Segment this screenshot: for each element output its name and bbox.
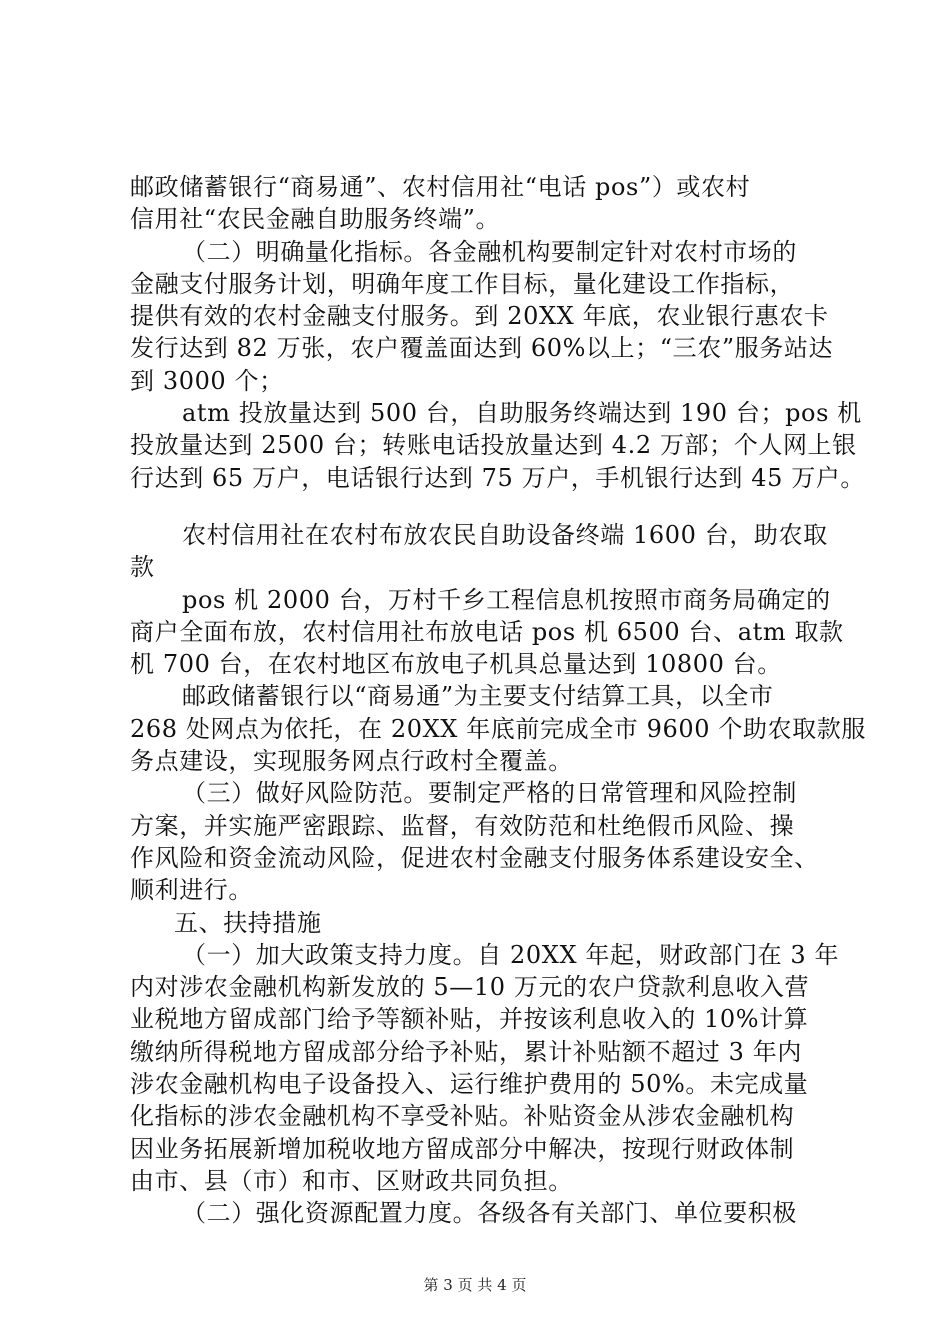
text-line: 业税地方留成部门给予等额补贴，并按该利息收入的 10%计算 <box>130 1005 809 1034</box>
text-line: 农村信用社在农村布放农民自助设备终端 1600 台，助农取 <box>182 520 828 549</box>
text-line: 款 <box>130 553 155 582</box>
section-heading: 五、扶持措施 <box>174 908 322 937</box>
page-number-footer: 第 3 页 共 4 页 <box>423 1276 527 1294</box>
text-line: 因业务拓展新增加税收地方留成部分中解决，按现行财政体制 <box>130 1134 795 1163</box>
paragraph-gap <box>130 494 850 519</box>
text-line: 由市、县（市）和市、区财政共同负担。 <box>130 1166 573 1195</box>
text-line: 商户全面布放，农村信用社布放电话 pos 机 6500 台、atm 取款 <box>130 617 844 646</box>
text-line: 信用社“农民金融自助服务终端”。 <box>130 205 501 234</box>
text-line: 内对涉农金融机构新发放的 5—10 万元的农户贷款利息收入营 <box>130 973 810 1002</box>
text-line: pos 机 2000 台，万村千乡工程信息机按照市商务局确定的 <box>182 585 831 614</box>
text-line: 到 3000 个； <box>130 366 284 395</box>
text-line: 行达到 65 万户，电话银行达到 75 万户，手机银行达到 45 万户。 <box>130 463 865 492</box>
text-line: 作风险和资金流动风险，促进农村金融支付服务体系建设安全、 <box>130 843 819 872</box>
text-line: （三）做好风险防范。要制定严格的日常管理和风险控制 <box>182 779 797 808</box>
text-line: 缴纳所得税地方留成部分给予补贴，累计补贴额不超过 3 年内 <box>130 1037 802 1066</box>
text-line: 邮政储蓄银行“商易通”、农村信用社“电话 pos”）或农村 <box>130 173 751 201</box>
text-line: 化指标的涉农金融机构不享受补贴。补贴资金从涉农金融机构 <box>130 1102 795 1131</box>
text-line: 机 700 台，在农村地区布放电子机具总量达到 10800 台。 <box>130 650 782 679</box>
text-line: 投放量达到 2500 台；转账电话投放量达到 4.2 万部；个人网上银 <box>130 431 857 460</box>
text-line: 提供有效的农村金融支付服务。到 20XX 年底，农业银行惠农卡 <box>130 302 829 331</box>
text-line: 务点建设，实现服务网点行政村全覆盖。 <box>130 747 573 776</box>
text-line: 发行达到 82 万张，农户覆盖面达到 60%以上；“三农”服务站达 <box>130 334 834 363</box>
text-line: 顺利进行。 <box>130 876 253 905</box>
text-line: （一）加大政策支持力度。自 20XX 年起，财政部门在 3 年 <box>182 940 840 969</box>
text-line: （二）强化资源配置力度。各级各有关部门、单位要积极 <box>182 1199 797 1228</box>
text-line: 邮政储蓄银行以“商易通”为主要支付结算工具，以全市 <box>182 682 774 711</box>
text-line: 金融支付服务计划，明确年度工作目标，量化建设工作指标， <box>130 269 795 298</box>
text-line: atm 投放量达到 500 台，自助服务终端达到 190 台；pos 机 <box>182 399 862 428</box>
text-line: 方案，并实施严密跟踪、监督，有效防范和杜绝假币风险、操 <box>130 811 795 840</box>
document-body <box>130 171 866 1230</box>
text-line: （二）明确量化指标。各金融机构要制定针对农村市场的 <box>182 237 797 266</box>
text-line: 涉农金融机构电子设备投入、运行维护费用的 50%。未完成量 <box>130 1070 809 1099</box>
text-line: 268 处网点为依托，在 20XX 年底前完成全市 9600 个助农取款服 <box>130 714 866 743</box>
